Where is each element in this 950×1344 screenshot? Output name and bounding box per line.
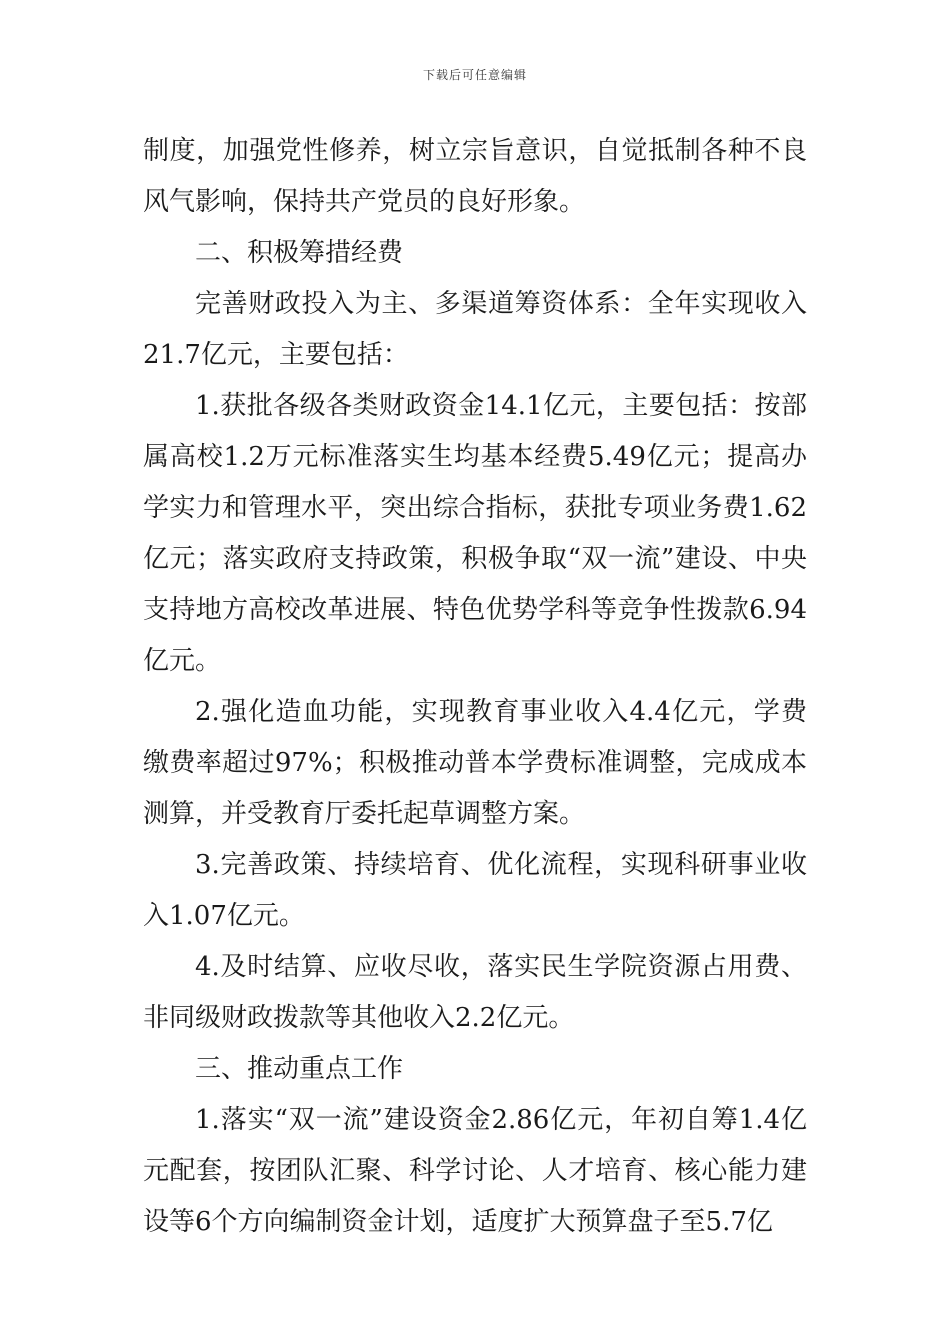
paragraph-4: 1.获批各级各类财政资金14.1亿元，主要包括：按部属高校1.2万元标准落实生均基本经费5.49亿元；提高办学实力和管理水平，突出综合指标，获批专项业务费1.62亿元；落实政府支持政策，积极争取“双一流”建设、中央支持地方高校改革进展、特色优势学科等竞争性拨款6.94亿元。 [143,391,807,676]
paragraph-9: 1.落实“双一流”建设资金2.86亿元，年初自筹1.4亿元配套，按团队汇聚、科学讨论、人才培育、核心能力建设等6个方向编制资金计划，适度扩大预算盘子至5.7亿 [143,1105,807,1237]
document-body [143,126,807,1248]
paragraph-5: 2.强化造血功能，实现教育事业收入4.4亿元，学费缴费率超过97%；积极推动普本学费标准调整，完成成本测算，并受教育厅委托起草调整方案。 [143,697,807,829]
section-heading-3: 三、推动重点工作 [195,1054,404,1084]
paragraph-6: 3.完善政策、持续培育、优化流程，实现科研事业收入1.07亿元。 [143,850,807,931]
paragraph-1: 制度，加强党性修养，树立宗旨意识，自觉抵制各种不良风气影响，保持共产党员的良好形象。 [143,136,807,217]
paragraph-7: 4.及时结算、应收尽收，落实民生学院资源占用费、非同级财政拨款等其他收入2.2亿元。 [143,952,807,1033]
paragraph-3: 完善财政投入为主、多渠道筹资体系：全年实现收入21.7亿元，主要包括： [143,289,807,370]
section-heading-2: 二、积极筹措经费 [195,238,404,268]
page-header: 下载后可任意编辑 [422,68,527,82]
